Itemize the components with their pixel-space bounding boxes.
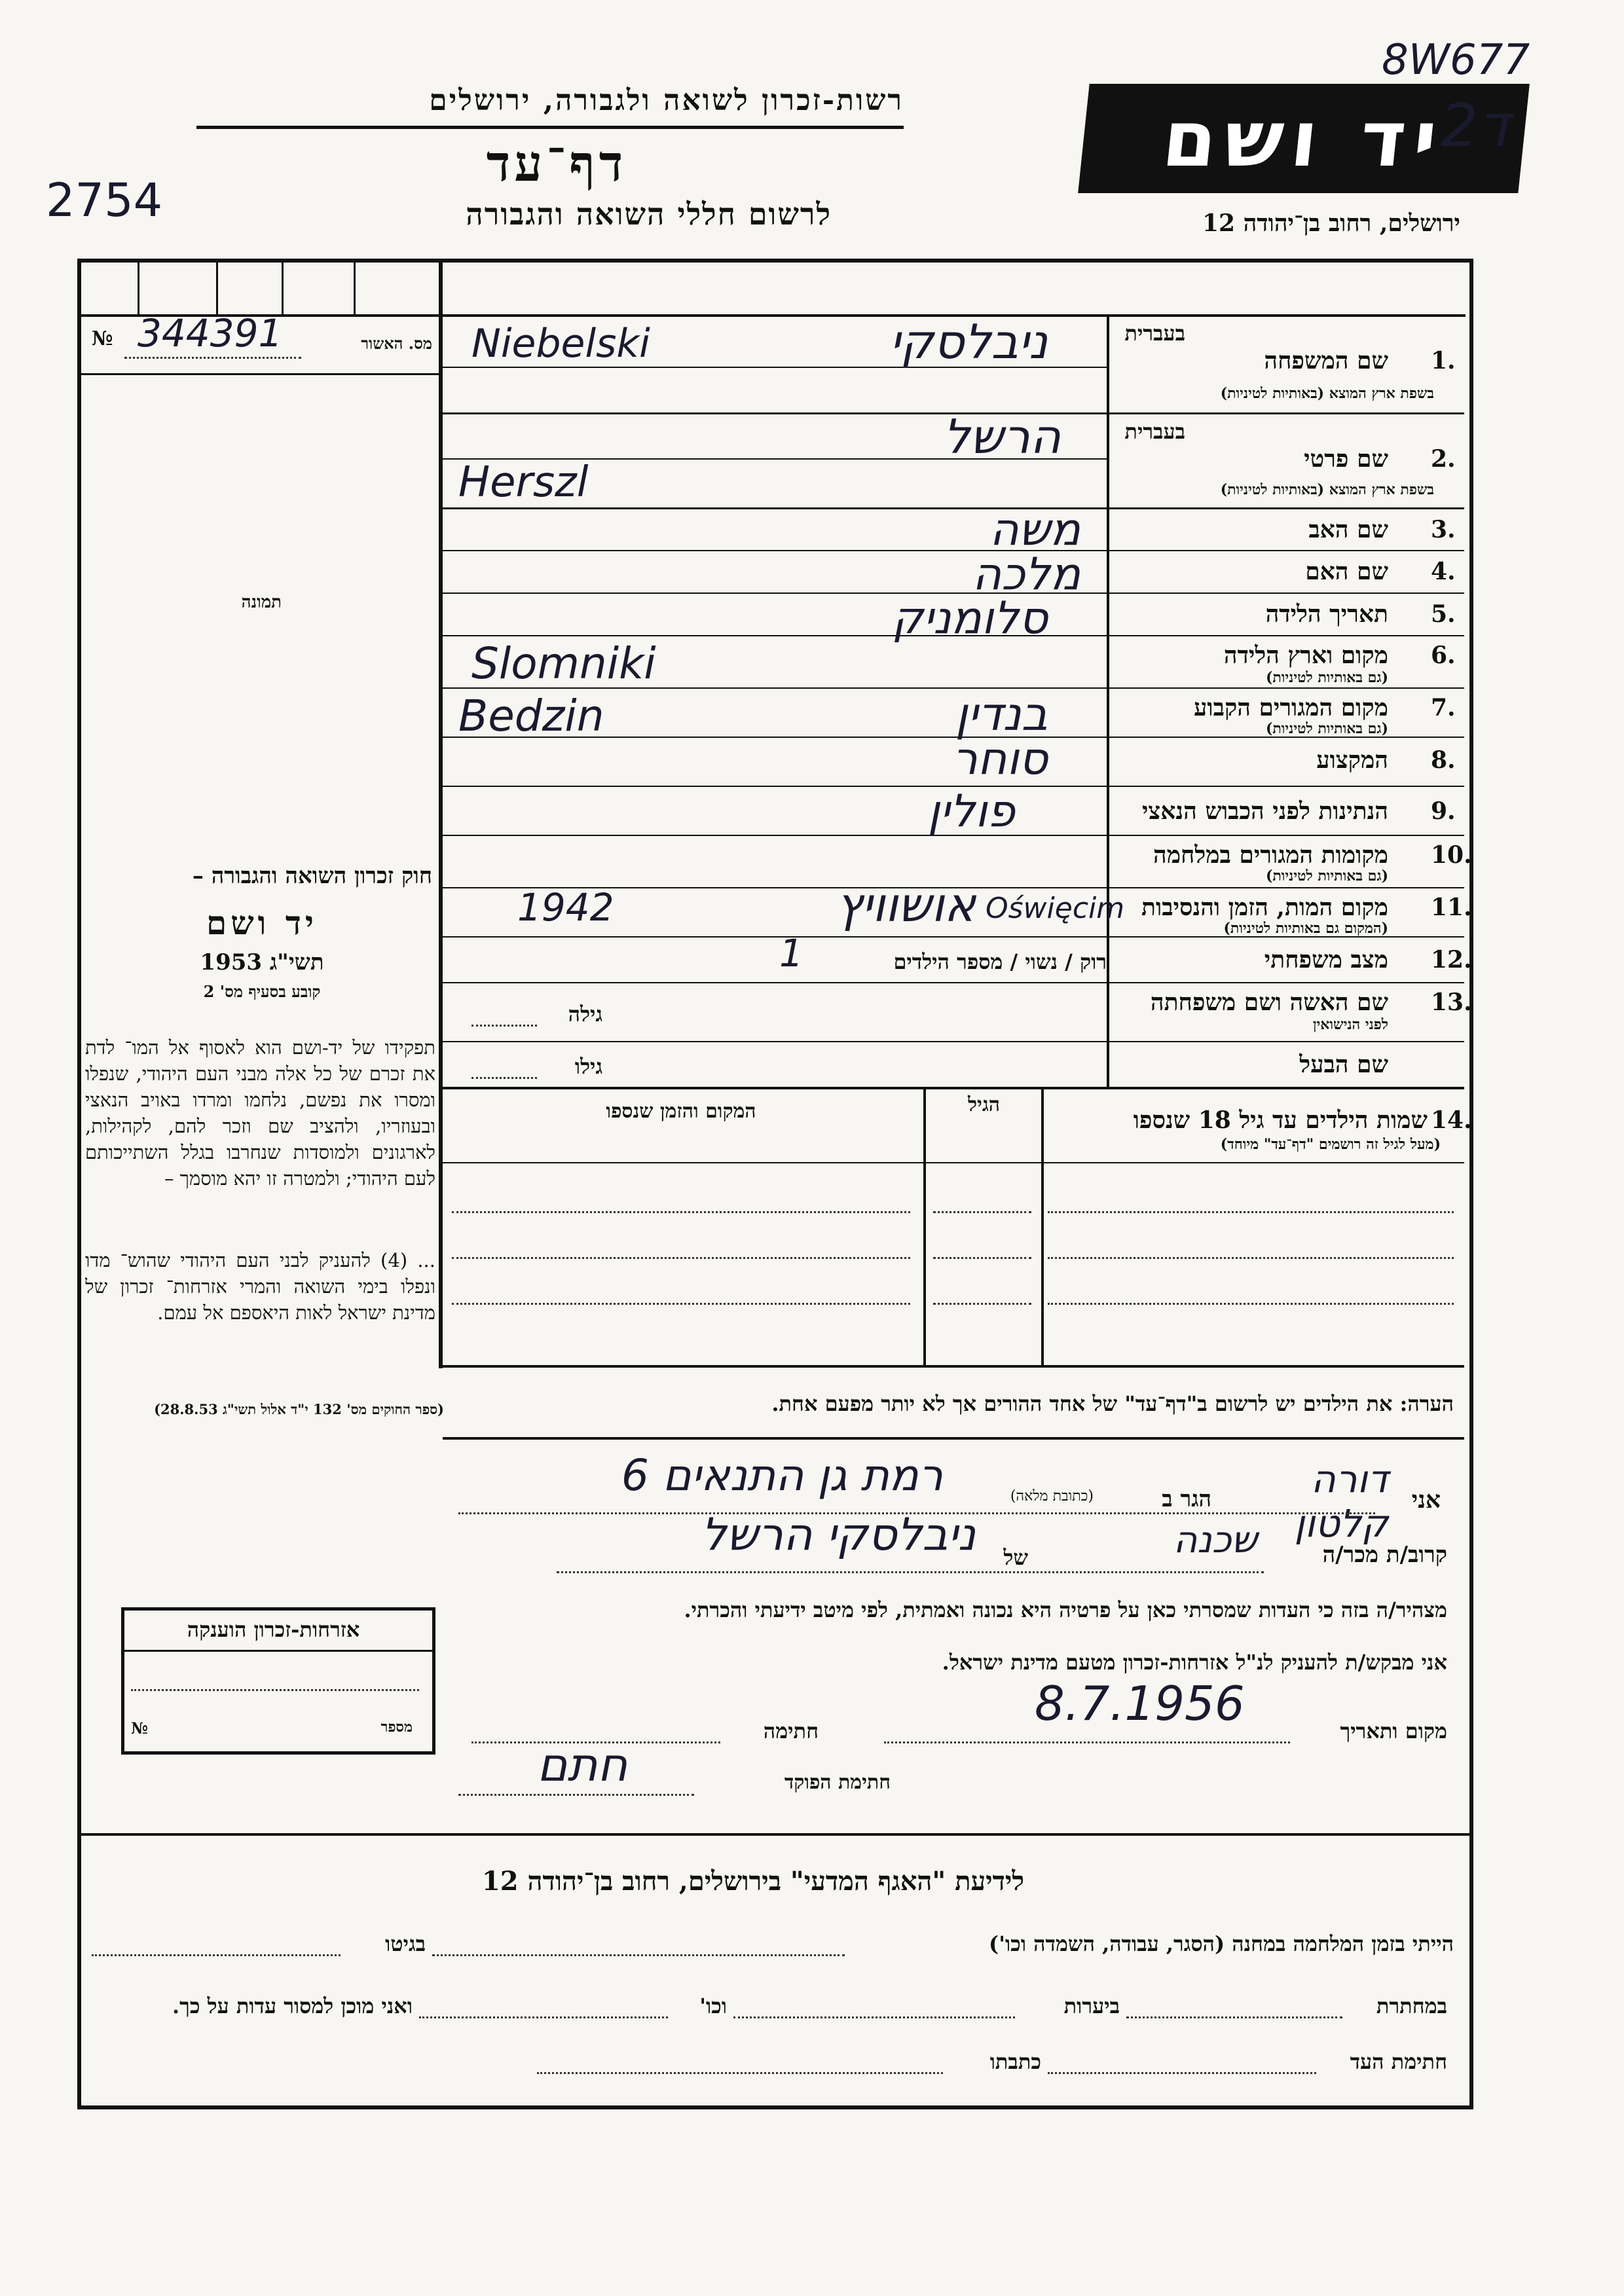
law-year: תשי"ג 1953 (200, 949, 324, 975)
bottom-line2-d: ואני מוכן למסור עדות על כך. (172, 1994, 413, 2018)
decl-place-date: 8.7.1956 (1035, 1676, 1245, 1731)
address: ירושלים, רחוב בן־יהודה 12 (1202, 210, 1460, 237)
decl-statement: מצהיר/ה בזה כי העדות שמסרתי כאן על פרטיה היא נכונה ואמתית, לפי מיטב ידיעתי והכרתי. (684, 1597, 1447, 1622)
field-11-sub: (המקום גם באותיות לטיניות) (1223, 920, 1388, 937)
field-7-label: מקום המגורים הקבוע (1194, 694, 1388, 721)
children-age-header: הגיל (967, 1093, 1001, 1116)
children-row-line (933, 1257, 1031, 1259)
children-title: שמות הילדים עד גיל 18 שנספו (1133, 1106, 1428, 1134)
husband-age-label: גילו (574, 1054, 602, 1079)
bottom-line2-c: וכו' (699, 1994, 727, 2018)
field-6-num: 6. (1431, 642, 1456, 669)
authority-underline (196, 126, 904, 129)
decl-place-date-label: מקום ותאריך (1340, 1719, 1447, 1743)
column-divider (439, 259, 443, 1368)
field-7-num: 7. (1431, 694, 1456, 721)
decl-of-name: ניבלסקי הרשל (701, 1509, 976, 1561)
field-1-hebrew: ניבלסקי (889, 314, 1048, 369)
field-3-value: משה (989, 504, 1080, 556)
field-11-label: מקום המות, הזמן והנסיבות (1141, 894, 1388, 921)
field-8-num: 8. (1431, 746, 1456, 774)
children-sub: (מעל לגיל זה רושמים "דף־עד" מיוחד) (1220, 1136, 1441, 1153)
field-1-num: 1. (1431, 347, 1456, 374)
field-4-label: שם האם (1305, 558, 1388, 585)
decl-of-label: של (1003, 1545, 1028, 1570)
children-name-divider (1041, 1089, 1044, 1368)
decl-signature-label: חתימה (763, 1719, 819, 1743)
field-11-year: 1942 (517, 885, 614, 930)
bottom-line2-a: במחתרת (1376, 1994, 1447, 2018)
row-line (443, 1087, 1464, 1089)
children-row-line (443, 1162, 1464, 1163)
approval-number: 344391 (138, 311, 283, 355)
children-row-line (452, 1257, 910, 1259)
bottom-line1-dots (432, 1954, 845, 1956)
field-5-label: תאריך הלידה (1265, 600, 1388, 628)
field-7-value-latin: Bedzin (458, 691, 604, 741)
field-11-num: 11. (1431, 894, 1472, 921)
citizenship-box-title: אזרחות-זכרון הוענקה (187, 1617, 360, 1642)
children-row-line (933, 1211, 1031, 1213)
logo-text: יד ושם (1158, 93, 1449, 184)
law-reference: (ספר החוקים מס' 132 י"ד אלול תשי"ג 28.8.53) (154, 1401, 444, 1417)
field-1-latin: Niebelski (471, 321, 650, 367)
husband-age-line (471, 1077, 537, 1079)
field-12-children: 1 (779, 931, 803, 975)
field-6-value: Slomniki (471, 638, 656, 689)
field-9-label: הנתינות לפני הכבוש הנאצי (1141, 797, 1388, 825)
decl-lives-label: הגר ב (1162, 1486, 1211, 1512)
citizenship-box-rule (121, 1650, 435, 1652)
children-row-line (933, 1303, 1031, 1305)
decl-line-2 (557, 1571, 1264, 1573)
top-strip-tick (354, 259, 356, 314)
field-13-age-label: גילה (568, 1002, 602, 1027)
field-2-label: שם פרטי (1304, 445, 1388, 473)
bottom-line3-dots-b (537, 2072, 943, 2074)
field-7-value: בנדין (955, 687, 1048, 741)
decl-i-label: אני (1411, 1486, 1441, 1514)
row-line (443, 1041, 1464, 1042)
top-right-mark-2: 2ד (1441, 92, 1511, 160)
citizenship-line (131, 1689, 419, 1691)
field-1-lang: בעברית (1124, 321, 1185, 346)
top-strip-tick (282, 259, 284, 314)
children-age-divider (923, 1089, 926, 1368)
bottom-line1-start: הייתי בזמן המלחמה במחנה (הסגר, עבודה, השמדה וכו') (989, 1931, 1454, 1956)
bottom-section-top-line (77, 1833, 1469, 1836)
bottom-line3-dots-a (1048, 2072, 1316, 2074)
field-2-hebrew: הרשל (943, 409, 1061, 464)
children-row-line (1048, 1257, 1454, 1259)
bottom-line3-a: חתימת העד (1350, 2049, 1447, 2074)
children-note: הערה: את הילדים יש לרשום ב"דף־עד" של אחד ההורים אך לא יותר מפעם אחת. (771, 1391, 1454, 1416)
decl-name: דורה קלטון (1294, 1457, 1388, 1546)
bottom-line2-dots-c (419, 2016, 668, 2018)
field-3-num: 3. (1431, 516, 1456, 543)
field-4-num: 4. (1431, 558, 1456, 585)
law-text: תפקידו של יד-ושם הוא לאסוף אל המו־ לדת את זכרם של כל אלה מבני העם היהודי, שנפלו ומסרו את נפשם, נלחמו ומרדו באויב הנאצי ובעוזריו, ולהציב שם וזכר להם, לקהילות, לארגונים ולמוסדות שנחרבו בגלל השתייכותם לעם היהודי; ולמטרה זו יהא מוסמך – (85, 1036, 435, 1190)
law-title: חוק זכרון השואה והגבורה – (192, 863, 432, 889)
approval-divider (77, 373, 441, 375)
decl-relation: שכנה (1173, 1519, 1257, 1561)
approval-no-label: № (92, 327, 113, 350)
citizenship-no-label: № (131, 1719, 149, 1738)
field-10-label: מקומות המגורים במלחמה (1153, 841, 1388, 869)
field-2-num: 2. (1431, 445, 1456, 473)
field-11-value: אושוויץ (836, 877, 976, 932)
law-clause: קובע בסעיף מס' 2 (203, 982, 321, 1001)
field-8-value: סוחר (952, 733, 1048, 785)
field-12-label: מצב משפחתי (1264, 946, 1388, 974)
top-right-mark: 8W677 (1382, 36, 1530, 84)
field-10-sub: (גם באותיות לטיניות) (1265, 867, 1388, 884)
approval-line (124, 357, 301, 359)
field-12-num: 12. (1431, 946, 1472, 974)
official-sig-label: חתימת הפוקד (784, 1771, 891, 1794)
official-sig-line (458, 1794, 694, 1796)
citizenship-number-label: מספר (380, 1719, 413, 1736)
bottom-line1-dots2 (92, 1954, 341, 1956)
field-13-age-line (471, 1025, 537, 1027)
children-row-line (452, 1303, 910, 1305)
field-5-num: 5. (1431, 600, 1456, 628)
field-13-sub: לפני הנישואין (1312, 1016, 1388, 1033)
field-2-latin: Herszl (458, 458, 589, 507)
field-1-label: שם המשפחה (1264, 347, 1388, 374)
law-text-2: ... (4) להעניק לבני העם היהודי שהוש־ מדו ונפלו בימי השואה והמרי אזרחות־ זכרון של מדינת ישראל לאות היאספם אל עמם. (85, 1249, 435, 1324)
decl-date-line (884, 1741, 1290, 1743)
field-13-label: שם האשה ושם משפחתה (1150, 989, 1388, 1016)
field-2-sub: בשפת ארץ המוצא (באותיות לטיניות) (1220, 481, 1434, 498)
bottom-line2-dots-a (1126, 2016, 1342, 2018)
authority-name: רשות-זכרון לשואה ולגבורה, ירושלים (429, 84, 904, 117)
label-divider (1107, 314, 1109, 1087)
top-strip-tick (138, 259, 139, 314)
field-12-options: רוק / נשוי / מספר הילדים (893, 949, 1107, 974)
bottom-line2-dots-b (733, 2016, 1015, 2018)
field-6-sub: (גם באותיות לטיניות) (1265, 669, 1388, 686)
field-6-label: מקום וארץ הלידה (1223, 642, 1388, 669)
field-8-label: המקצוע (1316, 746, 1388, 774)
field-5-value: סלומניק (891, 592, 1048, 644)
field-13-num: 13. (1431, 989, 1472, 1016)
form-title: דף־עד (486, 134, 627, 192)
bottom-line2-b: ביערות (1063, 1994, 1120, 2018)
law-name: יד ושם (206, 903, 318, 942)
husband-label: שם הבעל (1299, 1051, 1388, 1078)
decl-request: אני מבקש/ת להעניק לנ"ל אזרחות-זכרון מטעם מדינת ישראל. (942, 1650, 1447, 1675)
children-num: 14. (1431, 1106, 1472, 1134)
field-3-label: שם האב (1308, 516, 1388, 543)
field-4-value: מלכה (972, 549, 1080, 600)
children-row-line (1048, 1211, 1454, 1213)
children-row-line (452, 1211, 910, 1213)
bottom-title: לידיעת "האגף המדעי" בירושלים, רחוב בן־יהודה 12 (481, 1866, 1025, 1897)
decl-address: רמת גן התנאים 6 (621, 1450, 943, 1501)
bottom-line3-b: כתבתו (989, 2049, 1041, 2074)
field-7-sub: (גם באותיות לטיניות) (1265, 720, 1388, 737)
form-subtitle: לרשום חללי השואה והגבורה (466, 196, 832, 232)
children-bottom-line (443, 1365, 1464, 1368)
photo-label: תמונה (241, 592, 282, 612)
official-signature: חתם (537, 1738, 628, 1792)
spacer (443, 1437, 445, 1439)
field-10-num: 10. (1431, 841, 1472, 869)
children-row-line (1048, 1303, 1454, 1305)
field-9-num: 9. (1431, 797, 1456, 825)
field-1-sub: בשפת ארץ המוצא (באותיות לטיניות) (1220, 385, 1434, 402)
field-9-value: פולין (927, 786, 1015, 837)
decl-relative-label: קרוב/ת מכר/ה (1322, 1542, 1447, 1568)
row-line (443, 982, 1464, 983)
corner-number: 2754 (46, 173, 163, 227)
note-bottom-line (443, 1437, 1464, 1440)
decl-address-hint: (כתובת מלאה) (1010, 1488, 1094, 1504)
approval-label: מס. האשור (361, 334, 432, 353)
field-11-latin: Oświęcim (986, 892, 1125, 925)
children-place-header: המקום והזמן שנספו (606, 1100, 756, 1123)
bottom-line1-end: בגיטו (385, 1931, 426, 1956)
field-2-lang: בעברית (1124, 419, 1185, 444)
top-strip-tick (216, 259, 218, 314)
